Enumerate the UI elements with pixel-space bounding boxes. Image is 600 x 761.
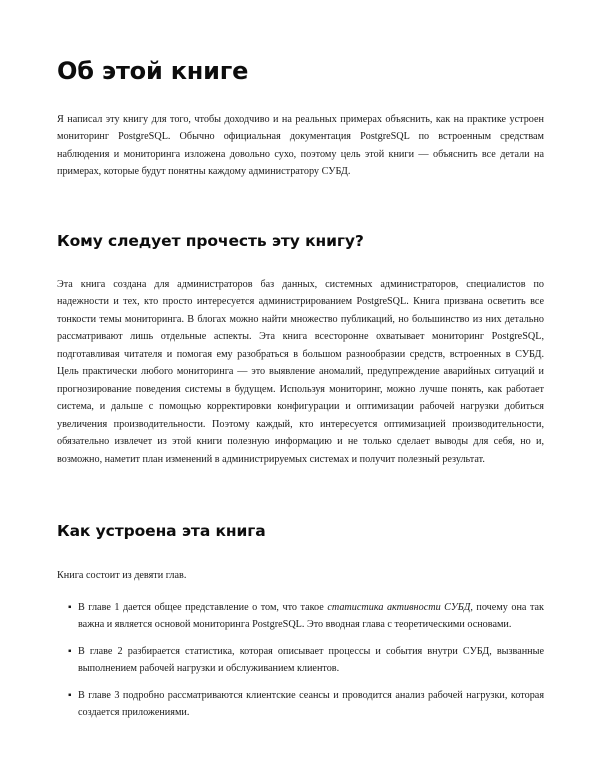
list-item (57, 599, 544, 634)
chapter-summary-list (57, 599, 544, 722)
list-item-emphasis: статистика активности СУБД (327, 602, 471, 614)
page-title: Об этой книге (57, 57, 249, 85)
section-heading-audience: Кому следует прочесть эту книгу? (57, 232, 364, 251)
bullet-icon: ▪ (68, 645, 72, 657)
bullet-icon: ▪ (68, 602, 72, 614)
intro-paragraph: Я написал эту книгу для того, чтобы доходчиво и на реальных примерах объяснить, как на практике устроен мониторинг PostgreSQL. Обычно официальная документация PostgreSQL по встроенным средствам наблюдения и мониторинга изложена довольно сухо, поэтому цель этой книги — объяснить все детали на примерах, которые будут понятны каждому администратору СУБД. (57, 113, 544, 177)
section-heading-structure: Как устроена эта книга (57, 521, 266, 540)
page-content (57, 0, 544, 722)
list-item-text-before: В главе 1 дается общее представление о том, что такое (78, 602, 328, 614)
list-item-text-before: В главе 3 подробно рассматриваются клиентские сеансы и проводится анализ рабочей нагрузки, которая создается приложениями. (78, 689, 544, 719)
bullet-icon: ▪ (68, 689, 72, 701)
section-paragraph-structure: Книга состоит из девяти глав. (57, 569, 187, 581)
list-item-text-before: В главе 2 разбирается статистика, которая описывает процессы и события внутри СУБД, вызванные выполнением рабочей нагрузки и обслуживанием клиентов. (78, 645, 544, 675)
list-item (57, 643, 544, 678)
list-item (57, 687, 544, 722)
list-item-text-after: , почему она так важна и является основой мониторинга PostgreSQL. Это вводная глава с теоретическими основами. (78, 602, 545, 631)
section-paragraph-audience: Эта книга создана для администраторов баз данных, системных администраторов, специалистов по надежности и тех, кто просто интересуется администрированием PostgreSQL. Книга призвана осветить все тонкости темы мониторинга. В блогах можно найти множество публикаций, но большинство из них детально рассматривают лишь отдельные аспекты. Эта книга всесторонне охватывает мониторинг PostgreSQL, подготавливая читателя и помогая ему разобраться в большом разнообразии средств, встроенных в СУБД. Цель практически любого мониторинга — это выявление аномалий, предупреждение аварийных ситуаций и прогнозирование поведения системы в будущем. Используя мониторинг, можно лучше понять, как работает система, и дальше с помощью корректировки конфигурации и оптимизации рабочей нагрузки добиться увеличения производительности. Поэтому каждый, кто интересуется оптимизацией производительности, обязательно извлечет из этой книги полезную информацию и не только сделает выводы для себя, но и, возможно, наметит план изменений в администрируемых системах и получит полезный результат. (57, 279, 544, 465)
